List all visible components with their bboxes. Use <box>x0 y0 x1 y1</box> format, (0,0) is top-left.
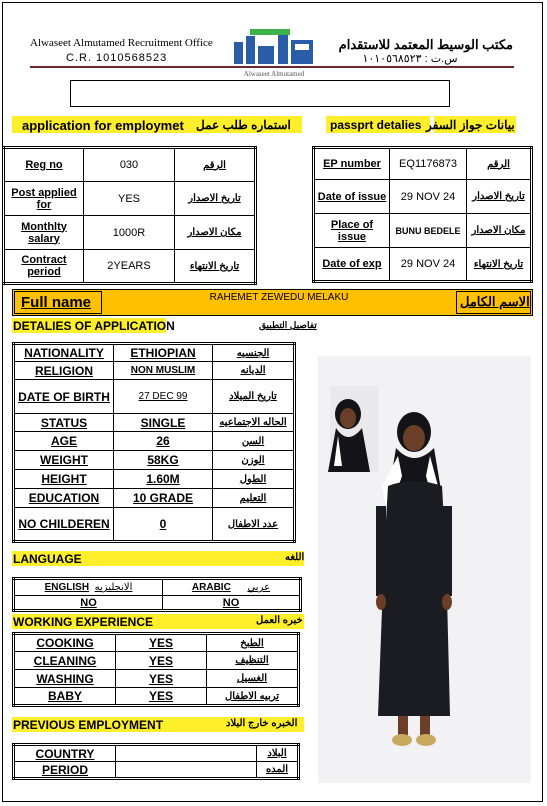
issue-place-value: BUNU BEDELE <box>390 214 467 248</box>
washing-label: WASHING <box>14 670 116 688</box>
height-ar: الطول <box>213 470 295 489</box>
full-name-value: RAHEMET ZEWEDU MELAKU <box>209 292 349 303</box>
ep-number-value: EQ1176873 <box>390 148 467 180</box>
monthly-salary-ar: مكان الاصدار <box>175 216 256 250</box>
country-label: COUNTRY <box>14 745 116 762</box>
post-applied-label: Post applied for <box>4 182 84 216</box>
cooking-value: YES <box>116 634 207 652</box>
issue-date-value: 29 NOV 24 <box>390 180 467 214</box>
issue-date-ar: تاريخ الاصدار <box>467 180 532 214</box>
issue-place-label: Place of issue <box>314 214 390 248</box>
baby-value: YES <box>116 688 207 706</box>
age-ar: السن <box>213 432 295 451</box>
application-title-ar: استماره طلب عمل <box>196 118 291 132</box>
country-value <box>116 745 257 762</box>
passport-title-en: passprt detalies <box>330 118 422 132</box>
full-name-label-ar: الاسم الكامل <box>460 294 530 309</box>
details-section-title-ar: تفاصيل التطبيق <box>259 320 317 330</box>
company-logo <box>228 28 320 68</box>
children-ar: عدد الاطفال <box>213 508 295 542</box>
nationality-label: NATIONALITY <box>14 344 114 362</box>
height-label: HEIGHT <box>14 470 114 489</box>
birth-date-label: DATE OF BIRTH <box>14 380 114 414</box>
cooking-ar: الطبخ <box>207 634 299 652</box>
reg-no-label: Reg no <box>4 148 84 182</box>
birth-date-value: 27 DEC 99 <box>114 380 213 414</box>
application-info-table <box>2 146 257 285</box>
age-label: AGE <box>14 432 114 451</box>
applicant-full-photo <box>318 356 531 783</box>
language-table <box>12 577 302 612</box>
cleaning-ar: التنظيف <box>207 652 299 670</box>
english-label-en: ENGLISH <box>44 582 90 593</box>
age-value: 26 <box>114 432 213 451</box>
experience-table <box>12 632 300 707</box>
status-label: STATUS <box>14 414 114 432</box>
cr-number-english: C.R. 1010568523 <box>66 52 168 64</box>
arabic-label-ar: عربي <box>247 582 271 593</box>
logo-caption: Alwaseet Almutamed <box>243 70 305 78</box>
children-value: 0 <box>114 508 213 542</box>
ep-number-label: EP number <box>314 148 390 180</box>
reg-no-ar: الرقم <box>175 148 256 182</box>
language-section-title-ar: اللغه <box>285 552 305 563</box>
previous-table <box>12 743 300 780</box>
details-section-title-en: DETALIES OF APPLICATION <box>13 319 175 333</box>
post-applied-ar: تاريخ الاصدار <box>175 182 256 216</box>
ep-number-ar: الرقم <box>467 148 532 180</box>
arabic-label-en: ARABIC <box>191 582 231 593</box>
monthly-salary-value: 1000R <box>84 216 175 250</box>
previous-section-title-en: PREVIOUS EMPLOYMENT <box>13 718 164 732</box>
cr-number-arabic: س.ت : ١٠١٠٥٦٨٥٢٣ <box>362 53 458 65</box>
birth-date-ar: تاريخ الميلاد <box>213 380 295 414</box>
reg-no-value: 030 <box>84 148 175 182</box>
english-heading <box>14 579 163 596</box>
religion-label: RELIGION <box>14 362 114 380</box>
expiry-date-label: Date of exp <box>314 248 390 282</box>
post-applied-value: YES <box>84 182 175 216</box>
cleaning-value: YES <box>116 652 207 670</box>
cleaning-label: CLEANING <box>14 652 116 670</box>
details-table <box>12 342 296 543</box>
status-value: SINGLE <box>114 414 213 432</box>
issue-place-ar: مكان الاصدار <box>467 214 532 248</box>
weight-ar: الوزن <box>213 451 295 470</box>
education-value: 10 GRADE <box>114 489 213 508</box>
height-value: 1.60M <box>114 470 213 489</box>
status-ar: الحاله الاجتماعيه <box>213 414 295 432</box>
previous-section-title-ar: الخبره خارج البلاد <box>226 718 298 729</box>
arabic-value: NO <box>163 596 301 611</box>
company-name-english: Alwaseet Almutamed Recruitment Office <box>30 37 213 49</box>
language-section-title-en: LANGUAGE <box>13 552 82 566</box>
passport-info-table <box>312 146 533 283</box>
weight-label: WEIGHT <box>14 451 114 470</box>
experience-section-title-ar: خبره العمل <box>256 615 303 626</box>
expiry-date-ar: تاريخ الانتهاء <box>467 248 532 282</box>
english-value: NO <box>14 596 163 611</box>
blank-box <box>70 80 450 107</box>
religion-ar: الديانه <box>213 362 295 380</box>
english-label-ar: الانجليزيه <box>94 582 133 593</box>
baby-label: BABY <box>14 688 116 706</box>
weight-value: 58KG <box>114 451 213 470</box>
religion-value: NON MUSLIM <box>114 362 213 380</box>
washing-value: YES <box>116 670 207 688</box>
nationality-ar: الجنسيه <box>213 344 295 362</box>
contract-period-label: Contract period <box>4 250 84 284</box>
experience-section-title-en: WORKING EXPERIENCE <box>13 615 154 629</box>
header-divider <box>30 66 514 68</box>
contract-period-value: 2YEARS <box>84 250 175 284</box>
baby-ar: تربيه الاطفال <box>207 688 299 706</box>
washing-ar: الغسيل <box>207 670 299 688</box>
cooking-label: COOKING <box>14 634 116 652</box>
applicant-figure <box>318 356 531 783</box>
children-label: NO CHILDEREN <box>14 508 114 542</box>
company-name-arabic: مكتب الوسيط المعتمد للاستقدام <box>338 37 513 52</box>
passport-title-ar: بيانات جواز السفر <box>426 118 515 132</box>
full-name-label-en: Full name <box>21 294 92 311</box>
monthly-salary-label: Monthlty salary <box>4 216 84 250</box>
expiry-date-value: 29 NOV 24 <box>390 248 467 282</box>
nationality-value: ETHIOPIAN <box>114 344 213 362</box>
period-ar: المده <box>257 762 299 779</box>
country-ar: البلاد <box>257 745 299 762</box>
education-ar: التعليم <box>213 489 295 508</box>
period-value <box>116 762 257 779</box>
arabic-heading <box>163 579 301 596</box>
contract-period-ar: تاريخ الانتهاء <box>175 250 256 284</box>
issue-date-label: Date of issue <box>314 180 390 214</box>
application-title-en: application for employmet <box>22 118 184 133</box>
period-label: PERIOD <box>14 762 116 779</box>
education-label: EDUCATION <box>14 489 114 508</box>
